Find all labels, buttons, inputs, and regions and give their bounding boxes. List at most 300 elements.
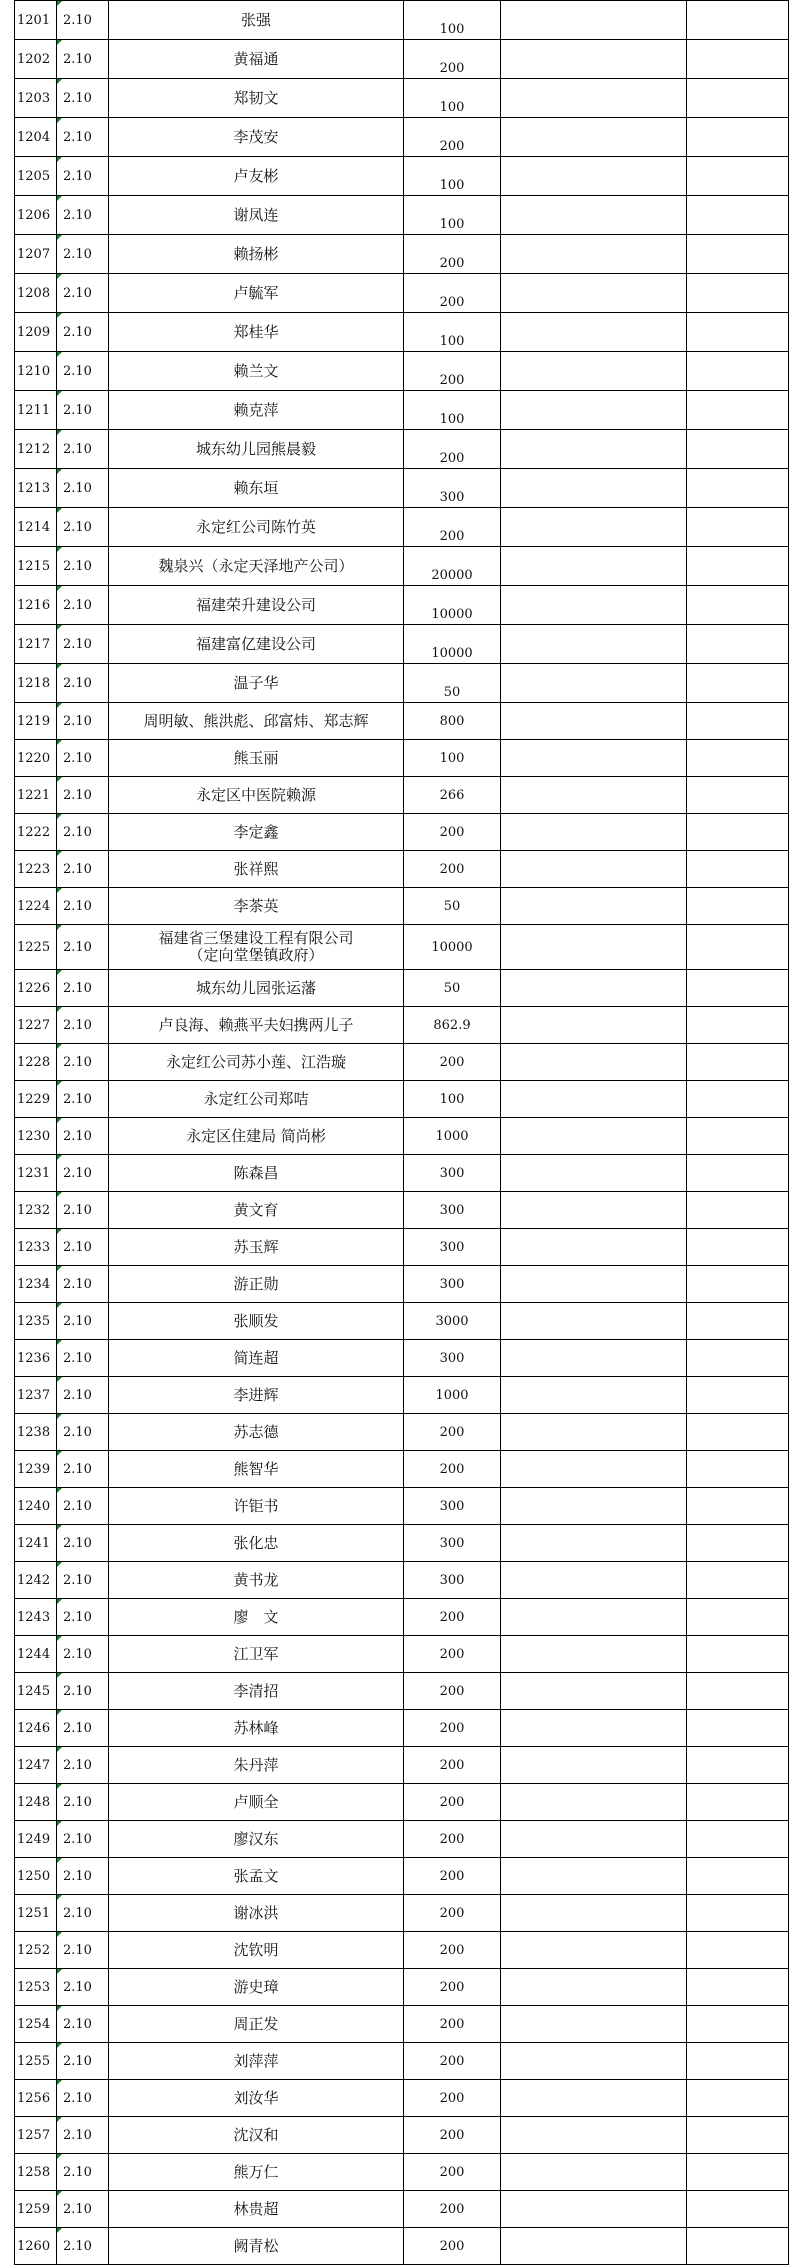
empty-cell (501, 235, 687, 274)
row-date: 2.10 (57, 1266, 109, 1303)
empty-cell (501, 40, 687, 79)
row-number: 1236 (15, 1340, 57, 1377)
row-number: 1219 (15, 703, 57, 740)
row-date: 2.10 (57, 703, 109, 740)
row-date: 2.10 (57, 1747, 109, 1784)
empty-cell (501, 1525, 687, 1562)
row-number: 1221 (15, 777, 57, 814)
empty-cell (501, 1710, 687, 1747)
donor-name: 陈森昌 (109, 1155, 404, 1192)
donation-amount: 862.9 (404, 1007, 501, 1044)
empty-cell (501, 274, 687, 313)
empty-cell (687, 1895, 789, 1932)
donor-name: 永定红公司陈竹英 (109, 508, 404, 547)
table-row (15, 777, 789, 814)
table-row (15, 1044, 789, 1081)
table-row (15, 1488, 789, 1525)
row-date: 2.10 (57, 1303, 109, 1340)
donor-name: 张祥熙 (109, 851, 404, 888)
donation-amount: 200 (404, 1414, 501, 1451)
empty-cell (501, 1081, 687, 1118)
donation-amount: 200 (404, 118, 501, 157)
row-number: 1210 (15, 352, 57, 391)
empty-cell (501, 1377, 687, 1414)
empty-cell (687, 1747, 789, 1784)
table-row (15, 1599, 789, 1636)
empty-cell (501, 1118, 687, 1155)
empty-cell (501, 1155, 687, 1192)
row-date: 2.10 (57, 313, 109, 352)
row-number: 1240 (15, 1488, 57, 1525)
donation-amount: 200 (404, 2154, 501, 2191)
table-row (15, 1192, 789, 1229)
empty-cell (501, 851, 687, 888)
table-row (15, 1821, 789, 1858)
table-row (15, 2191, 789, 2228)
row-number: 1234 (15, 1266, 57, 1303)
row-number: 1201 (15, 1, 57, 40)
empty-cell (687, 1562, 789, 1599)
row-number: 1204 (15, 118, 57, 157)
donor-name: 温子华 (109, 664, 404, 703)
donor-name: 卢顺全 (109, 1784, 404, 1821)
donation-amount: 200 (404, 430, 501, 469)
empty-cell (501, 1784, 687, 1821)
empty-cell (687, 1710, 789, 1747)
row-number: 1206 (15, 196, 57, 235)
table-row (15, 547, 789, 586)
table-row (15, 1, 789, 40)
donor-name: 苏志德 (109, 1414, 404, 1451)
row-date: 2.10 (57, 625, 109, 664)
donor-name: 苏玉辉 (109, 1229, 404, 1266)
row-number: 1245 (15, 1673, 57, 1710)
empty-cell (501, 925, 687, 970)
table-row (15, 1673, 789, 1710)
donation-amount: 100 (404, 196, 501, 235)
donation-amount: 300 (404, 1488, 501, 1525)
row-number: 1260 (15, 2228, 57, 2265)
donation-amount: 100 (404, 313, 501, 352)
table-row (15, 740, 789, 777)
table-row (15, 79, 789, 118)
empty-cell (501, 1673, 687, 1710)
empty-cell (501, 1340, 687, 1377)
table-row (15, 2006, 789, 2043)
row-date: 2.10 (57, 1192, 109, 1229)
empty-cell (687, 777, 789, 814)
empty-cell (501, 1932, 687, 1969)
donation-amount: 200 (404, 2080, 501, 2117)
donation-amount: 1000 (404, 1377, 501, 1414)
donor-name: 张强 (109, 1, 404, 40)
donation-amount: 300 (404, 1340, 501, 1377)
row-number: 1222 (15, 814, 57, 851)
row-number: 1235 (15, 1303, 57, 1340)
row-date: 2.10 (57, 1488, 109, 1525)
row-date: 2.10 (57, 1451, 109, 1488)
empty-cell (501, 814, 687, 851)
table-row (15, 157, 789, 196)
empty-cell (687, 2228, 789, 2265)
donor-name: 游正勋 (109, 1266, 404, 1303)
row-number: 1241 (15, 1525, 57, 1562)
table-row (15, 851, 789, 888)
donor-name: 黄书龙 (109, 1562, 404, 1599)
empty-cell (687, 1081, 789, 1118)
empty-cell (501, 391, 687, 430)
donation-amount: 200 (404, 508, 501, 547)
empty-cell (687, 2154, 789, 2191)
table-row (15, 2228, 789, 2265)
donor-name: 福建荣升建设公司 (109, 586, 404, 625)
table-row (15, 814, 789, 851)
donation-amount: 200 (404, 1673, 501, 1710)
donation-amount: 300 (404, 1155, 501, 1192)
donor-name: 黄福通 (109, 40, 404, 79)
row-number: 1242 (15, 1562, 57, 1599)
donor-name: 张化忠 (109, 1525, 404, 1562)
row-date: 2.10 (57, 925, 109, 970)
donation-amount: 800 (404, 703, 501, 740)
row-number: 1243 (15, 1599, 57, 1636)
row-number: 1237 (15, 1377, 57, 1414)
row-number: 1218 (15, 664, 57, 703)
row-date: 2.10 (57, 1118, 109, 1155)
donor-name: 魏泉兴（永定天泽地产公司） (109, 547, 404, 586)
row-number: 1254 (15, 2006, 57, 2043)
row-date: 2.10 (57, 2228, 109, 2265)
donor-name: 许钜书 (109, 1488, 404, 1525)
donation-amount: 200 (404, 274, 501, 313)
row-date: 2.10 (57, 1858, 109, 1895)
empty-cell (501, 2228, 687, 2265)
row-number: 1258 (15, 2154, 57, 2191)
donor-name: 张顺发 (109, 1303, 404, 1340)
empty-cell (501, 1969, 687, 2006)
row-date: 2.10 (57, 79, 109, 118)
donation-amount: 200 (404, 1932, 501, 1969)
donation-amount: 300 (404, 469, 501, 508)
donation-amount: 200 (404, 352, 501, 391)
empty-cell (687, 352, 789, 391)
empty-cell (501, 1, 687, 40)
empty-cell (501, 1747, 687, 1784)
donation-amount: 300 (404, 1266, 501, 1303)
table-row (15, 1229, 789, 1266)
empty-cell (501, 703, 687, 740)
donor-name: 卢友彬 (109, 157, 404, 196)
donor-name: 卢良海、赖燕平夫妇携两儿子 (109, 1007, 404, 1044)
donation-amount: 100 (404, 1081, 501, 1118)
empty-cell (501, 79, 687, 118)
empty-cell (687, 625, 789, 664)
row-date: 2.10 (57, 740, 109, 777)
donation-amount: 266 (404, 777, 501, 814)
donation-amount: 200 (404, 1044, 501, 1081)
table-row (15, 970, 789, 1007)
empty-cell (687, 1303, 789, 1340)
row-date: 2.10 (57, 469, 109, 508)
row-number: 1202 (15, 40, 57, 79)
donor-name: 郑桂华 (109, 313, 404, 352)
row-number: 1247 (15, 1747, 57, 1784)
table-row (15, 586, 789, 625)
row-number: 1255 (15, 2043, 57, 2080)
row-date: 2.10 (57, 274, 109, 313)
empty-cell (501, 1229, 687, 1266)
row-date: 2.10 (57, 430, 109, 469)
table-row (15, 1562, 789, 1599)
row-date: 2.10 (57, 1784, 109, 1821)
row-number: 1203 (15, 79, 57, 118)
table-row (15, 2043, 789, 2080)
empty-cell (501, 508, 687, 547)
row-number: 1223 (15, 851, 57, 888)
row-date: 2.10 (57, 2154, 109, 2191)
donor-name: 廖 文 (109, 1599, 404, 1636)
row-number: 1209 (15, 313, 57, 352)
donation-amount: 200 (404, 2228, 501, 2265)
donation-amount: 200 (404, 2117, 501, 2154)
donor-name: 朱丹萍 (109, 1747, 404, 1784)
row-date: 2.10 (57, 1673, 109, 1710)
row-number: 1253 (15, 1969, 57, 2006)
donor-name: 谢冰洪 (109, 1895, 404, 1932)
empty-cell (687, 79, 789, 118)
table-row (15, 1266, 789, 1303)
row-number: 1233 (15, 1229, 57, 1266)
donation-amount: 200 (404, 1710, 501, 1747)
table-row (15, 1340, 789, 1377)
empty-cell (687, 851, 789, 888)
row-number: 1252 (15, 1932, 57, 1969)
donor-name: 廖汉东 (109, 1821, 404, 1858)
empty-cell (687, 430, 789, 469)
donor-name: 林贵超 (109, 2191, 404, 2228)
row-date: 2.10 (57, 2080, 109, 2117)
row-date: 2.10 (57, 1895, 109, 1932)
donor-name: 张孟文 (109, 1858, 404, 1895)
row-date: 2.10 (57, 1340, 109, 1377)
table-row (15, 1858, 789, 1895)
empty-cell (687, 2191, 789, 2228)
row-date: 2.10 (57, 196, 109, 235)
empty-cell (501, 1044, 687, 1081)
empty-cell (687, 740, 789, 777)
row-number: 1249 (15, 1821, 57, 1858)
donation-amount: 100 (404, 1, 501, 40)
row-number: 1256 (15, 2080, 57, 2117)
row-date: 2.10 (57, 2043, 109, 2080)
empty-cell (687, 1599, 789, 1636)
row-date: 2.10 (57, 352, 109, 391)
empty-cell (501, 1599, 687, 1636)
empty-cell (687, 1229, 789, 1266)
empty-cell (687, 1784, 789, 1821)
donor-name: 赖扬彬 (109, 235, 404, 274)
empty-cell (687, 313, 789, 352)
empty-cell (501, 157, 687, 196)
empty-cell (501, 2117, 687, 2154)
empty-cell (687, 703, 789, 740)
row-number: 1225 (15, 925, 57, 970)
donor-name: 谢凤连 (109, 196, 404, 235)
donation-amount: 200 (404, 1599, 501, 1636)
row-date: 2.10 (57, 508, 109, 547)
donor-name: 周正发 (109, 2006, 404, 2043)
empty-cell (501, 2043, 687, 2080)
row-number: 1250 (15, 1858, 57, 1895)
donation-table (14, 0, 789, 2265)
empty-cell (501, 888, 687, 925)
donor-name: 沈汉和 (109, 2117, 404, 2154)
row-number: 1217 (15, 625, 57, 664)
empty-cell (501, 1192, 687, 1229)
donation-amount: 300 (404, 1192, 501, 1229)
table-row (15, 888, 789, 925)
empty-cell (501, 970, 687, 1007)
empty-cell (501, 1266, 687, 1303)
table-row (15, 391, 789, 430)
donation-amount: 50 (404, 888, 501, 925)
table-row (15, 1710, 789, 1747)
donor-name: 熊万仁 (109, 2154, 404, 2191)
empty-cell (687, 1858, 789, 1895)
donation-amount: 200 (404, 1747, 501, 1784)
row-number: 1224 (15, 888, 57, 925)
row-date: 2.10 (57, 888, 109, 925)
empty-cell (501, 625, 687, 664)
empty-cell (687, 2006, 789, 2043)
table-row (15, 625, 789, 664)
empty-cell (501, 586, 687, 625)
donation-amount: 50 (404, 970, 501, 1007)
empty-cell (687, 1340, 789, 1377)
table-row (15, 1784, 789, 1821)
empty-cell (501, 352, 687, 391)
donation-amount: 200 (404, 1451, 501, 1488)
empty-cell (687, 1821, 789, 1858)
donation-amount: 200 (404, 1969, 501, 2006)
row-date: 2.10 (57, 970, 109, 1007)
table-row (15, 925, 789, 970)
table-row (15, 118, 789, 157)
donor-name: 福建富亿建设公司 (109, 625, 404, 664)
row-date: 2.10 (57, 1155, 109, 1192)
table-row (15, 235, 789, 274)
table-row (15, 1525, 789, 1562)
empty-cell (687, 1044, 789, 1081)
table-row (15, 469, 789, 508)
row-date: 2.10 (57, 2117, 109, 2154)
table-row (15, 1118, 789, 1155)
donation-amount: 200 (404, 40, 501, 79)
empty-cell (687, 2117, 789, 2154)
donor-name: 郑韧文 (109, 79, 404, 118)
empty-cell (687, 118, 789, 157)
donation-amount: 200 (404, 235, 501, 274)
table-row (15, 274, 789, 313)
donor-name: 沈钦明 (109, 1932, 404, 1969)
empty-cell (687, 1377, 789, 1414)
empty-cell (687, 814, 789, 851)
row-date: 2.10 (57, 851, 109, 888)
row-number: 1215 (15, 547, 57, 586)
empty-cell (687, 1488, 789, 1525)
row-number: 1212 (15, 430, 57, 469)
empty-cell (501, 1562, 687, 1599)
row-number: 1244 (15, 1636, 57, 1673)
empty-cell (687, 1266, 789, 1303)
row-date: 2.10 (57, 547, 109, 586)
table-row (15, 1969, 789, 2006)
donor-name: 熊玉丽 (109, 740, 404, 777)
table-row (15, 508, 789, 547)
empty-cell (501, 430, 687, 469)
row-date: 2.10 (57, 1044, 109, 1081)
empty-cell (687, 1118, 789, 1155)
donation-amount: 200 (404, 851, 501, 888)
donor-name: 城东幼儿园张运藩 (109, 970, 404, 1007)
row-date: 2.10 (57, 391, 109, 430)
row-number: 1205 (15, 157, 57, 196)
empty-cell (687, 664, 789, 703)
row-date: 2.10 (57, 1821, 109, 1858)
empty-cell (687, 508, 789, 547)
donation-amount: 300 (404, 1229, 501, 1266)
empty-cell (501, 1858, 687, 1895)
empty-cell (687, 1, 789, 40)
row-date: 2.10 (57, 1562, 109, 1599)
donor-name-line1: 福建省三堡建设工程有限公司 (158, 929, 354, 947)
row-number: 1238 (15, 1414, 57, 1451)
empty-cell (687, 1155, 789, 1192)
donation-amount: 200 (404, 1858, 501, 1895)
donation-amount: 100 (404, 79, 501, 118)
donor-name: 刘汝华 (109, 2080, 404, 2117)
table-row (15, 1081, 789, 1118)
donor-name (109, 925, 404, 970)
empty-cell (687, 547, 789, 586)
table-row (15, 2154, 789, 2191)
empty-cell (501, 313, 687, 352)
empty-cell (687, 925, 789, 970)
row-date: 2.10 (57, 1636, 109, 1673)
table-row (15, 1007, 789, 1044)
table-row (15, 1451, 789, 1488)
empty-cell (687, 40, 789, 79)
donation-amount: 3000 (404, 1303, 501, 1340)
row-date: 2.10 (57, 1, 109, 40)
empty-cell (501, 1303, 687, 1340)
donation-amount: 50 (404, 664, 501, 703)
donor-name: 刘萍萍 (109, 2043, 404, 2080)
table-row (15, 1636, 789, 1673)
empty-cell (687, 888, 789, 925)
row-number: 1214 (15, 508, 57, 547)
donation-amount: 200 (404, 2191, 501, 2228)
donation-amount: 300 (404, 1562, 501, 1599)
donor-name: 卢毓军 (109, 274, 404, 313)
donor-name: 苏林峰 (109, 1710, 404, 1747)
row-date: 2.10 (57, 1710, 109, 1747)
table-row (15, 1747, 789, 1784)
donation-amount: 100 (404, 391, 501, 430)
row-date: 2.10 (57, 1969, 109, 2006)
table-row (15, 2080, 789, 2117)
donor-name-line2: （定向堂堡镇政府） (188, 946, 324, 964)
